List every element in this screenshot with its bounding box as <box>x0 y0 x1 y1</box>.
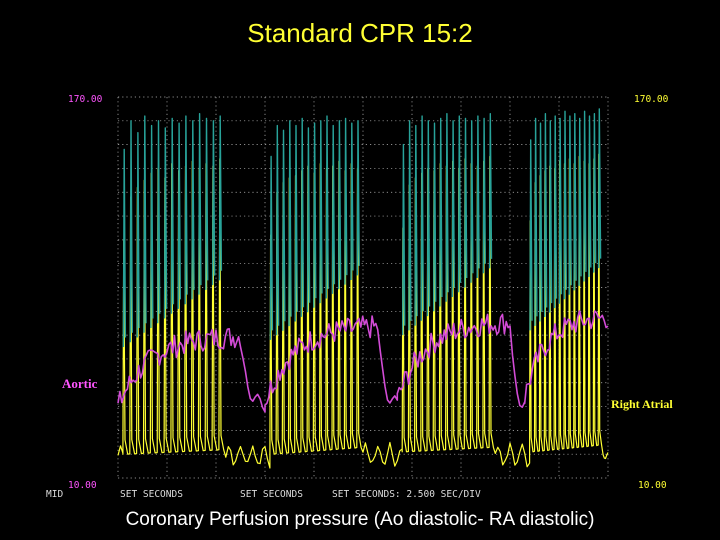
chart-title: Standard CPR 15:2 <box>247 18 473 48</box>
y-tick-top-left: 170.00 <box>68 94 103 105</box>
aortic-label: Aortic <box>62 376 98 391</box>
y-tick-bottom-right: 10.00 <box>638 480 667 491</box>
y-tick-bottom-left: 10.00 <box>68 480 97 491</box>
chart-caption: Coronary Perfusion pressure (Ao diastolic- RA diastolic) <box>125 509 595 530</box>
y-tick-top-right: 170.00 <box>634 94 669 105</box>
right-atrial-label: Right Atrial <box>611 397 673 411</box>
chart-traces <box>118 109 608 468</box>
x-footer-label-3: SET SECONDS: 2.500 SEC/DIV <box>332 489 481 500</box>
x-footer-label-0: MID <box>46 489 64 500</box>
x-footer-label-2: SET SECONDS <box>240 489 303 500</box>
x-footer-label-1: SET SECONDS <box>120 489 183 500</box>
